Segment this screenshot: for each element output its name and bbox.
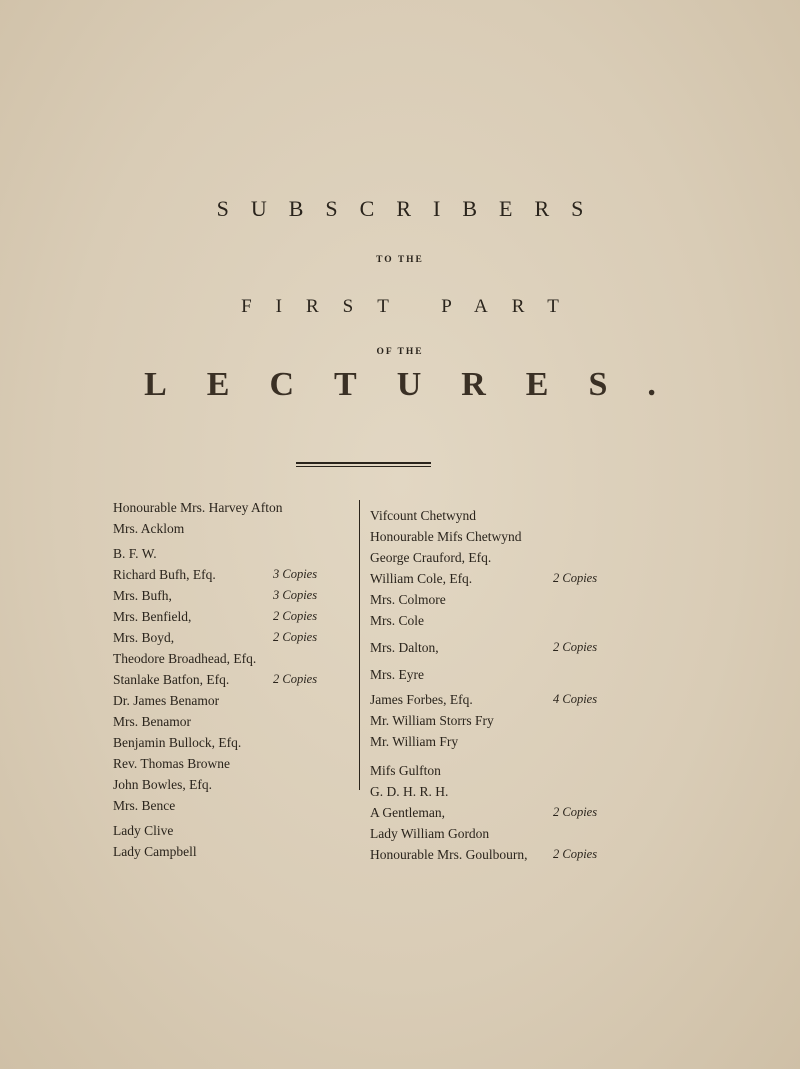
subscriber-name: Mifs Gulfton [370,763,441,778]
list-item [370,526,680,547]
subscriber-name: Honourable Mrs. Harvey Afton [113,500,283,515]
subscriber-name: G. D. H. R. H. [370,784,449,799]
subtitle-first-part: FIRST PART [241,296,583,317]
copies-count: 2 Copies [553,640,598,654]
subscriber-name: Honourable Mrs. Goulbourn, [370,847,528,862]
copies-count: 2 Copies [273,672,318,686]
subscriber-name: Lady Clive [113,823,174,838]
list-item [370,505,680,526]
subscriber-name: Theodore Broadhead, Efq. [113,651,257,666]
subscriber-name: William Cole, Efq. [370,571,473,586]
subscriber-name: Mrs. Bence [113,798,176,813]
copies-count: 2 Copies [273,630,318,644]
list-item [113,732,353,753]
subscriber-name: Mr. William Storrs Fry [370,713,494,728]
list-item [113,753,353,774]
subscriber-list-right [370,505,680,862]
list-item [370,731,680,752]
list-item [370,664,680,685]
list-item [113,497,353,518]
copies-count: 2 Copies [553,847,598,861]
subscriber-name: Lady William Gordon [370,826,490,841]
subscriber-name: B. F. W. [113,546,157,561]
list-item [113,606,353,627]
subscriber-name: George Crauford, Efq. [370,550,492,565]
subscriber-name: Rev. Thomas Browne [113,756,230,771]
subscriber-name: Stanlake Batfon, Efq. [113,672,230,687]
list-item [113,585,353,606]
subtitle-lectures: LECTURES. [144,366,696,403]
subscriber-name: Mrs. Colmore [370,592,446,607]
subscriber-name: Lady Campbell [113,844,197,859]
subscriber-name: Mrs. Bufh, [113,588,172,603]
list-item [113,669,353,690]
subscriber-name: Mrs. Eyre [370,667,424,682]
subscriber-name: A Gentleman, [370,805,445,820]
list-item [370,637,680,658]
list-item [113,690,353,711]
subscriber-name: Mrs. Dalton, [370,640,439,655]
subscriber-name: Mr. William Fry [370,734,459,749]
list-item [113,518,353,539]
list-item [370,710,680,731]
list-item [113,711,353,732]
list-item [370,547,680,568]
subscriber-name: Benjamin Bullock, Efq. [113,735,242,750]
list-item [113,627,353,648]
list-item [370,610,680,631]
list-item [370,802,680,823]
copies-count: 3 Copies [273,588,318,602]
subtitle-to-the: TO THE [376,255,424,265]
subscriber-name: Mrs. Benfield, [113,609,192,624]
subscriber-name: Mrs. Cole [370,613,424,628]
list-item [370,589,680,610]
subscriber-list-left [113,497,353,859]
subtitle-of-the: OF THE [376,347,424,357]
page-title: SUBSCRIBERS [216,196,606,221]
list-item [113,543,353,564]
subscriber-name: Mrs. Boyd, [113,630,175,645]
list-item [370,689,680,710]
list-item [370,823,680,844]
list-item [113,648,353,669]
copies-count: 3 Copies [273,567,318,581]
copies-count: 2 Copies [553,805,598,819]
list-item [113,820,353,841]
list-item [113,774,353,795]
subscriber-name: Mrs. Benamor [113,714,191,729]
subscriber-name: Mrs. Acklom [113,521,185,536]
copies-count: 2 Copies [273,609,318,623]
copies-count: 2 Copies [553,571,598,585]
list-item [370,781,680,802]
column-divider [359,500,360,790]
subscriber-name: Honourable Mifs Chetwynd [370,529,522,544]
subscriber-name: James Forbes, Efq. [370,692,473,707]
list-item [113,841,353,862]
subscriber-name: John Bowles, Efq. [113,777,212,792]
decorative-rule [296,462,431,467]
list-item [370,844,680,865]
list-item [370,760,680,781]
list-item [113,795,353,816]
copies-count: 4 Copies [553,692,598,706]
subscriber-name: Richard Bufh, Efq. [113,567,216,582]
subscriber-name: Vifcount Chetwynd [370,508,477,523]
list-item [113,564,353,585]
list-item [370,568,680,589]
subscriber-name: Dr. James Benamor [113,693,220,708]
